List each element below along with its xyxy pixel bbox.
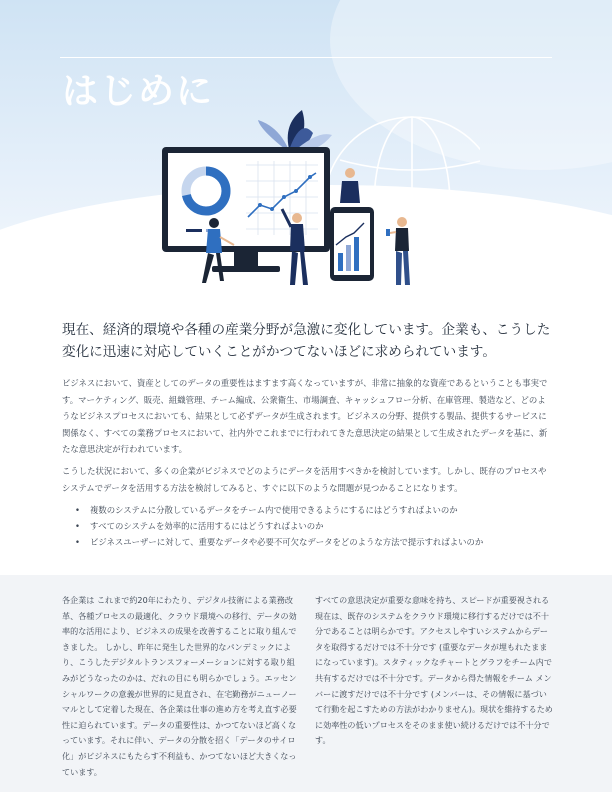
lead-paragraph: 現在、経済的環境や各種の産業分野が急激に変化しています。企業も、こうした変化に迅速に対応していくことがかつてないほどに求められています。 — [62, 322, 551, 360]
body-paragraph-1: ビジネスにおいて、資産としてのデータの重要性はますます高くなっていますが、非常に抽象的な資産であるということも事実です。マーケティング、販売、組織管理、チーム編成、公衆衛生、市場調査、キャッシュフロー分析、在庫管理、製造など、どのようなビジネスプロセスにおいても、結果として必ずデータが生成されます。ビジネスの分野、提供する製品、提供するサービスに関係なく、すべての業務プロセスにおいて、社内外でこれまでに行われてきた意思決定の結果として生成されたデータを基に、新たな意思決定が行われています。 — [62, 378, 548, 454]
hero-illustration — [150, 105, 480, 300]
list-item: • すべてのシステムを効率的に活用するにはどうすればよいのか — [75, 518, 545, 534]
leaf-icon — [258, 110, 332, 153]
header-rule — [60, 57, 552, 58]
question-list — [75, 502, 545, 550]
list-item: • ビジネスユーザーに対して、重要なデータや必要不可欠なデータをどのような方法で提示すればよいのか — [75, 534, 545, 550]
column-right-text: すべての意思決定が重要な意味を持ち、スピードが重要視される現在は、既存のシステムをクラウド環境に移行するだけでは不十分であることは明らかです。アクセスしやすいシステムからデータを取得するだけでは不十分です (重要なデータが埋もれたままになっています)。スタティックなチャートとグラフをチーム内で共有するだけでは不十分です。データから得た情報をチーム メンバーに渡すだけでは不十分です (メンバーは、その情報に基づいて行動を起こすための方法がわかりません)。現状を維持するために効率性の低いプロセスをそのまま使い続けるだけでは不十分です。 — [315, 595, 553, 746]
body-paragraph-2: こうした状況において、多くの企業がビジネスでどのようにデータを活用すべきかを検討しています。しかし、既存のプロセスやシステムでデータを活用する方法を検討してみると、すぐに以下のような問題が見つかることになります。 — [62, 466, 547, 493]
column-left-text: 各企業は これまで約20年にわたり、デジタル技術による業務改革、各種プロセスの最適化、クラウド環境への移行、データの効率的な活用により、ビジネスの成果を改善することに取り組んできました。 しかし、昨年に発生した世界的なパンデミックにより、こうしたデジタルトランスフォーメーションに対する取り組みがどうなったのかは、だれの目にも明らかでしょう。エッセンシャルワークの意義が世界的に見直され、在宅勤務がニューノーマルとして定着した現在、各企業は仕事の進め方を考え直す必要性に迫られています。データの重要性は、かつてないほど高くなっています。それに伴い、データの分散を招く「データのサイロ化」がビジネスにもたらす不利益も、かつてないほど大きくなっています。 — [62, 595, 297, 777]
monitor-icon — [162, 147, 330, 272]
list-item: • 複数のシステムに分散しているデータをチーム内で使用できるようにするにはどうすればよいのか — [75, 502, 545, 518]
page-title: はじめに — [62, 71, 215, 112]
